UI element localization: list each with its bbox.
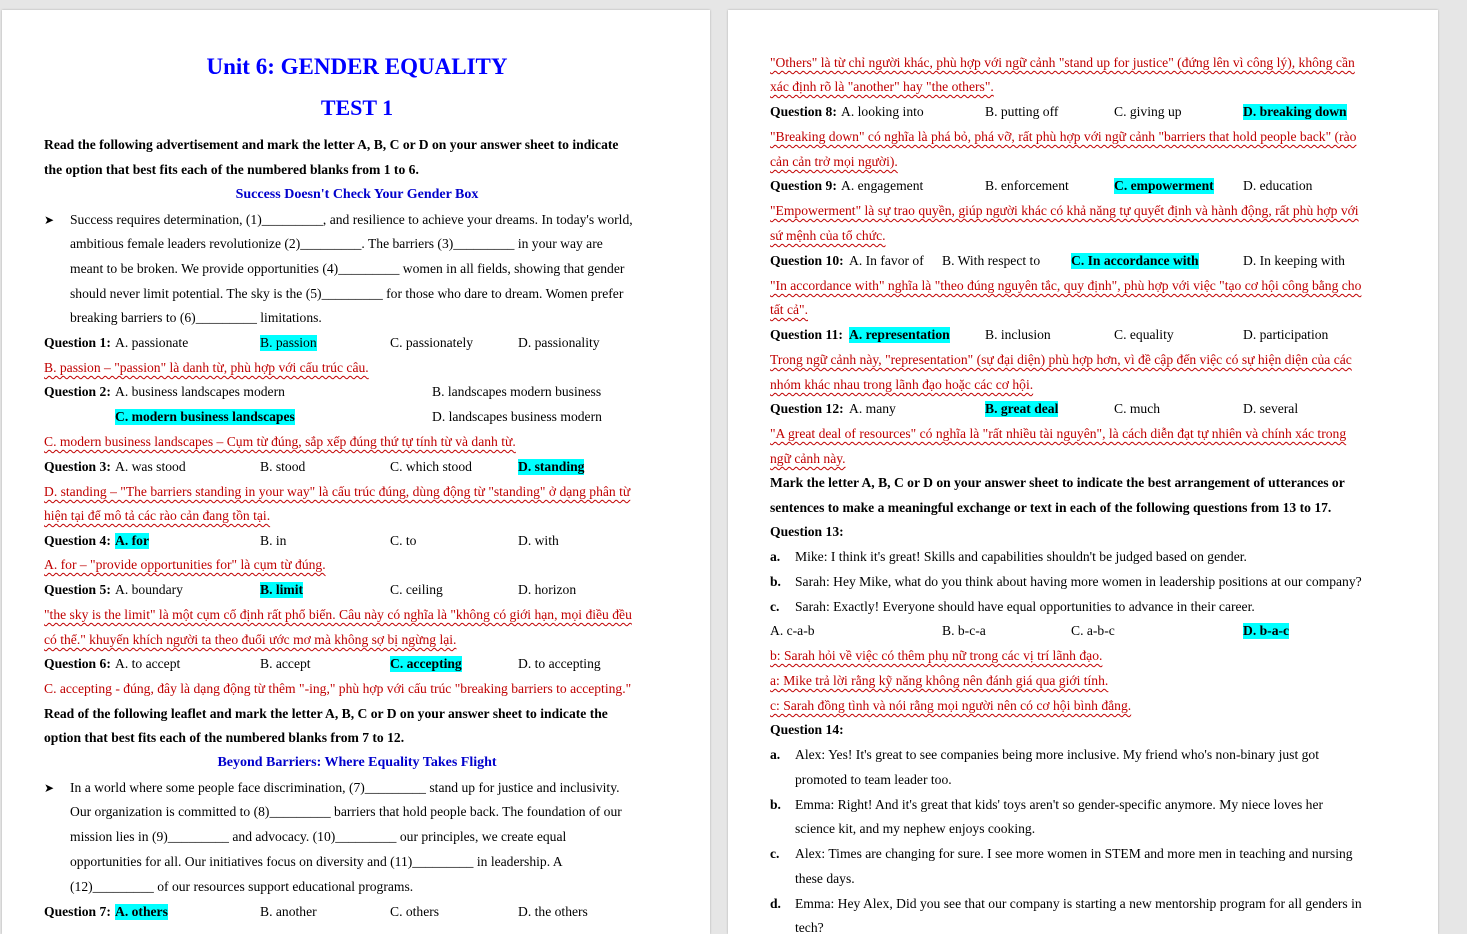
option-d: D. passionality xyxy=(518,335,600,350)
option-c: C. equality xyxy=(1114,327,1174,342)
option-c: C. giving up xyxy=(1114,104,1182,119)
question-14-label: Question 14: xyxy=(770,722,844,737)
document-page-right: "Others" là từ chỉ người khác, phù hợp với ngữ cảnh "stand up for justice" (đứng lên vì công lý), không cần xác định rõ là "another" hay "the others". Question 8: A. looking into B. putting off C. giving up D. breaking down "Breaking down" có nghĩa là phá bỏ, phá vỡ, rất phù hợp với ngữ cảnh "barriers that hold people back" (rào cản cản trở mọi người). Question 9: A. engagement B. enforcement C. empowerment D. education "Empowerment" là sự trao quyền, giúp người khác có khả năng tự quyết định và hành động, rất phù hợp với sứ mệnh của tổ chức. Question 10: A. In favor of B. With respect to C. In accordance with D. In keeping with "In accordance with" nghĩa là "theo đúng nguyên tắc, quy định", phù hợp với việc "tạo cơ hội công bằng cho tất cả". Question 11: A. representation B. inclusion C. equality D. participation Trong ngữ cảnh này, "representation" (sự đại diện) phù hợp hơn, vì đề cập đến việc có sự hiện diện của các nhóm khác nhau trong lãnh đạo hoặc các cơ hội. Question 12: A. many B. great deal C. much D. several "A great deal of resources" có nghĩa là "rất nhiều tài nguyên", là cách diễn đạt tự nhiên và chính xác trong ngữ cảnh này. Mark the letter A, B, C or D on your answer sheet to indicate the best arrangement of utterances or sentences to make a meaningful exchange or text in each of the following questions from 13 to 17. Question 13: a. Mike: I think it's great! Skills and capabilities shouldn't be judged based on gender. b. Sarah: Hey Mike, what do you think about having more women in leadership positions at our company? c. Sarah: Exactly! Everyone should have equal opportunities to advance in their career. A. c-a-b B. b-c-a C. a-b-c D. b-a-c b: Sarah hỏi về việc có thêm phụ nữ trong các vị trí lãnh đạo. a: Mike trả lời rằng kỹ năng không nên đánh giá qua giới tính. c: Sarah đồng tình và nói rằng mọi người nên có cơ hội bình đẳng. Question 14: a. Alex: Yes! It's great to see companies being more inclusive. My friend who's non-binary just got promoted to team leader too. b. Emma: Right! And it's great that kids' toys aren't so gender-specific anymore. My niece loves her science kit, and my nephew enjoys cooking. c. Alex: Times are changing for sure. I see more women in STEM and more men in teaching and nursing these days. d. Emma: Hey Alex, Did you see that our company is starting a new mentorship program for all genders in tech? xyxy=(728,10,1438,934)
q14-item-b-cont: science kit, and my nephew enjoys cooking. xyxy=(795,821,1036,836)
option-b-correct: B. passion xyxy=(260,335,317,350)
option-c-correct: C. accepting xyxy=(390,656,462,671)
option-a: A. looking into xyxy=(841,104,924,119)
option-a: A. engagement xyxy=(841,178,924,193)
option-a-correct: A. for xyxy=(115,533,149,548)
passage-2-line: Our organization is committed to (8)_________ barriers that hold people back. The foundation of our xyxy=(70,804,622,819)
option-c: C. a-b-c xyxy=(1071,623,1115,638)
option-b: B. inclusion xyxy=(985,327,1051,342)
instruction-2: Read of the following leaflet and mark the letter A, B, C or D on your answer sheet to indicate the xyxy=(44,706,608,721)
instruction-2-cont: option that best fits each of the numbered blanks from 7 to 12. xyxy=(44,730,405,745)
passage-2-line: opportunities for all. Our initiatives focus on diversity and (11)_________ in leadership. A xyxy=(70,854,563,869)
option-d: D. participation xyxy=(1243,327,1329,342)
option-a: A. to accept xyxy=(115,656,181,671)
bullet-arrow-icon: ➤ xyxy=(44,213,55,227)
explanation-10: "In accordance with" nghĩa là "theo đúng nguyên tắc, quy định", phù hợp với việc "tạo cơ hội công bằng cho xyxy=(770,278,1362,293)
explanation-5-cont: có thể." khuyến khích người ta theo đuổi ước mơ mà không sợ bị ngừng lại. xyxy=(44,632,457,647)
passage-2-title: Beyond Barriers: Where Equality Takes Flight xyxy=(217,755,497,770)
option-b-correct: B. great deal xyxy=(985,401,1059,416)
question-13-label: Question 13: xyxy=(770,524,844,539)
explanation-9: "Empowerment" là sự trao quyền, giúp người khác có khả năng tự quyết định và hành động, rất phù hợp với xyxy=(770,203,1359,218)
option-b: B. accept xyxy=(260,656,311,671)
option-d: D. In keeping with xyxy=(1243,253,1345,268)
option-d-correct: D. b-a-c xyxy=(1243,623,1290,638)
instruction-3: Mark the letter A, B, C or D on your answer sheet to indicate the best arrangement of utterances or xyxy=(770,475,1345,490)
explanation-8: "Breaking down" có nghĩa là phá bỏ, phá vỡ, rất phù hợp với ngữ cảnh "barriers that hold people back" (rào xyxy=(770,129,1357,144)
explanation-13: a: Mike trả lời rằng kỹ năng không nên đánh giá qua giới tính. xyxy=(770,673,1109,688)
instruction-1: Read the following advertisement and mark the letter A, B, C or D on your answer sheet to indicate xyxy=(44,137,619,152)
option-a-correct: A. others xyxy=(115,904,168,919)
option-a: A. c-a-b xyxy=(770,623,815,638)
option-d-correct: D. standing xyxy=(518,459,585,474)
option-a: A. In favor of xyxy=(849,253,924,268)
passage-1-line: ambitious female leaders revolutionize (2)_________. The barriers (3)_________ in your way are xyxy=(70,236,603,251)
option-d: D. the others xyxy=(518,904,588,919)
q14-item-c-cont: these days. xyxy=(795,871,855,886)
explanation-3-cont: hiện tại để mô tả các rào cản đang tồn tại. xyxy=(44,508,271,523)
option-c: C. passionately xyxy=(390,335,474,350)
option-b: B. b-c-a xyxy=(942,623,986,638)
option-d: D. education xyxy=(1243,178,1313,193)
option-a: A. many xyxy=(849,401,896,416)
option-d: D. several xyxy=(1243,401,1299,416)
option-d-correct: D. breaking down xyxy=(1243,104,1347,119)
option-d: D. landscapes business modern xyxy=(432,409,602,424)
option-b: B. stood xyxy=(260,459,306,474)
option-b: B. With respect to xyxy=(942,253,1041,268)
explanation-6: C. accepting - đúng, đây là dạng động từ thêm "-ing," phù hợp với cấu trúc "breaking barriers to accepting." xyxy=(44,681,632,696)
option-b: B. putting off xyxy=(985,104,1059,119)
explanation-2: C. modern business landscapes – Cụm từ đúng, sắp xếp đúng thứ tự tính từ và danh từ. xyxy=(44,434,516,449)
option-a: A. business landscapes modern xyxy=(115,384,285,399)
option-d: D. with xyxy=(518,533,559,548)
unit-title: Unit 6: GENDER EQUALITY xyxy=(206,54,508,79)
option-a: A. boundary xyxy=(115,582,183,597)
explanation-8-cont: cản cản trở mọi người). xyxy=(770,154,898,169)
option-b: B. another xyxy=(260,904,317,919)
option-d: D. horizon xyxy=(518,582,577,597)
passage-2-line: (12)_________ of our resources support educational programs. xyxy=(70,879,414,894)
option-c: C. which stood xyxy=(390,459,472,474)
option-a-correct: A. representation xyxy=(849,327,950,342)
option-c: C. much xyxy=(1114,401,1161,416)
explanation-9-cont: sứ mệnh của tổ chức. xyxy=(770,228,886,243)
option-c: C. to xyxy=(390,533,417,548)
option-d: D. to accepting xyxy=(518,656,601,671)
passage-1-line: Success requires determination, (1)_________, and resilience to achieve your dreams. In today's world, xyxy=(70,212,633,227)
explanation-11: Trong ngữ cảnh này, "representation" (sự đại diện) phù hợp hơn, vì đề cập đến việc có sự hiện diện của các xyxy=(770,352,1352,367)
instruction-1-cont: the option that best fits each of the numbered blanks from 1 to 6. xyxy=(44,162,419,177)
passage-1-title: Success Doesn't Check Your Gender Box xyxy=(235,187,479,202)
bullet-arrow-icon: ➤ xyxy=(44,781,55,795)
test-title: TEST 1 xyxy=(320,95,394,120)
option-c-correct: C. In accordance with xyxy=(1071,253,1199,268)
explanation-13: b: Sarah hỏi về việc có thêm phụ nữ trong các vị trí lãnh đạo. xyxy=(770,648,1103,663)
option-c: C. others xyxy=(390,904,440,919)
passage-2-line: In a world where some people face discrimination, (7)_________ stand up for justice and inclusivity. xyxy=(70,780,620,795)
explanation-3: D. standing – "The barriers standing in your way" là cấu trúc đúng, dùng động từ "standing" ở dạng phân từ xyxy=(44,484,631,499)
explanation-5: "the sky is the limit" là một cụm cố định rất phổ biến. Câu này có nghĩa là "không có giới hạn, mọi điều đều xyxy=(44,607,632,622)
q14-item-a-cont: promoted to team leader too. xyxy=(795,772,952,787)
explanation-10-cont: tất cả". xyxy=(770,302,809,317)
explanation-1: B. passion – "passion" là danh từ, phù hợp với cấu trúc câu. xyxy=(44,360,369,375)
explanation-12: "A great deal of resources" có nghĩa là "rất nhiều tài nguyên", là cách diễn đạt tự nhiên và chính xác trong xyxy=(770,426,1347,441)
passage-1-line: meant to be broken. We provide opportunities (4)_________ women in all fields, showing that gender xyxy=(70,261,625,276)
option-c-correct: C. empowerment xyxy=(1114,178,1214,193)
explanation-11-cont: nhóm khác nhau trong lãnh đạo hoặc các cơ hội. xyxy=(770,377,1034,392)
q14-item-d-cont: tech? xyxy=(795,920,824,934)
option-b: B. in xyxy=(260,533,287,548)
instruction-3-cont: sentences to make a meaningful exchange or text in each of the following questions from 13 to 17. xyxy=(770,500,1332,515)
option-c-correct: C. modern business landscapes xyxy=(115,409,295,424)
passage-2-line: mission lies in (9)_________ and advocacy. (10)_________ our principles, we create equal xyxy=(70,829,567,844)
option-c: C. ceiling xyxy=(390,582,443,597)
explanation-7-cont: xác định rõ là "another" hay "the others". xyxy=(770,79,994,94)
explanation-7: "Others" là từ chỉ người khác, phù hợp với ngữ cảnh "stand up for justice" (đứng lên vì công lý), không cần xyxy=(770,55,1355,70)
option-b: B. landscapes modern business xyxy=(432,384,602,399)
explanation-4: A. for – "provide opportunities for" là cụm từ đúng. xyxy=(44,557,326,572)
passage-1-line: breaking barriers to (6)_________ limitations. xyxy=(70,310,322,325)
option-b: B. enforcement xyxy=(985,178,1069,193)
document-page-left: Unit 6: GENDER EQUALITY TEST 1 Read the following advertisement and mark the letter A, B, C or D on your answer sheet to indicate the option that best fits each of the numbered blanks from 1 to 6. Success Doesn't Check Your Gender Box ➤ Success requires determination, (1)_________, and resilience to achieve your dreams. In today's world, ambitious female leaders revolutionize (2)_________. The barriers (3)_________ in your way are meant to be broken. We provide opportunities (4)_________ women in all fields, showing that gender should never limit potential. The sky is the (5)_________ for those who dare to dream. Women prefer breaking barriers to (6)_________ limitations. Question 1: A. passionate B. passion C. passionately D. passionality B. passion – "passion" là danh từ, phù hợp với cấu trúc câu. Question 2: A. business landscapes modern B. landscapes modern business C. modern business landscapes D. landscapes business modern C. modern business landscapes – Cụm từ đúng, sắp xếp đúng thứ tự tính từ và danh từ. Question 3: A. was stood B. stood C. which stood D. standing D. standing – "The barriers standing in your way" là cấu trúc đúng, dùng động từ "standing" ở dạng phân từ hiện tại để mô tả các rào cản đang tồn tại. Question 4: A. for B. in C. to D. with A. for – "provide opportunities for" là cụm từ đúng. Question 5: A. boundary B. limit C. ceiling D. horizon "the sky is the limit" là một cụm cố định rất phổ biến. Câu này có nghĩa là "không có giới hạn, mọi điều đều có thể." khuyến khích người ta theo đuổi ước mơ mà không sợ bị ngừng lại. Question 6: A. to accept B. accept C. accepting D. to accepting C. accepting - đúng, đây là dạng động từ thêm "-ing," phù hợp với cấu trúc "breaking barriers to accepting." Read of the following leaflet and mark the letter A, B, C or D on your answer sheet to indicate the option that best fits each of the numbered blanks from 7 to 12. Beyond Barriers: Where Equality Takes Flight ➤ In a world where some people face discrimination, (7)_________ stand up for justice and inclusivity. Our organization is committed to (8)_________ barriers that hold people back. The foundation of our mission lies in (9)_________ and advocacy. (10)_________ our principles, we create equal opportunities for all. Our initiatives focus on diversity and (11)_________ in leadership. A (12)_________ of our resources support educational programs. Question 7: A. others B. another C. others D. the others xyxy=(2,10,710,934)
option-a: A. passionate xyxy=(115,335,189,350)
explanation-12-cont: ngữ cảnh này. xyxy=(770,451,846,466)
passage-1-line: should never limit potential. The sky is the (5)_________ for those who dare to dream. Women prefer xyxy=(70,286,624,301)
explanation-13: c: Sarah đồng tình và nói rằng mọi người nên có cơ hội bình đẳng. xyxy=(770,698,1132,713)
option-a: A. was stood xyxy=(115,459,186,474)
option-b-correct: B. limit xyxy=(260,582,304,597)
